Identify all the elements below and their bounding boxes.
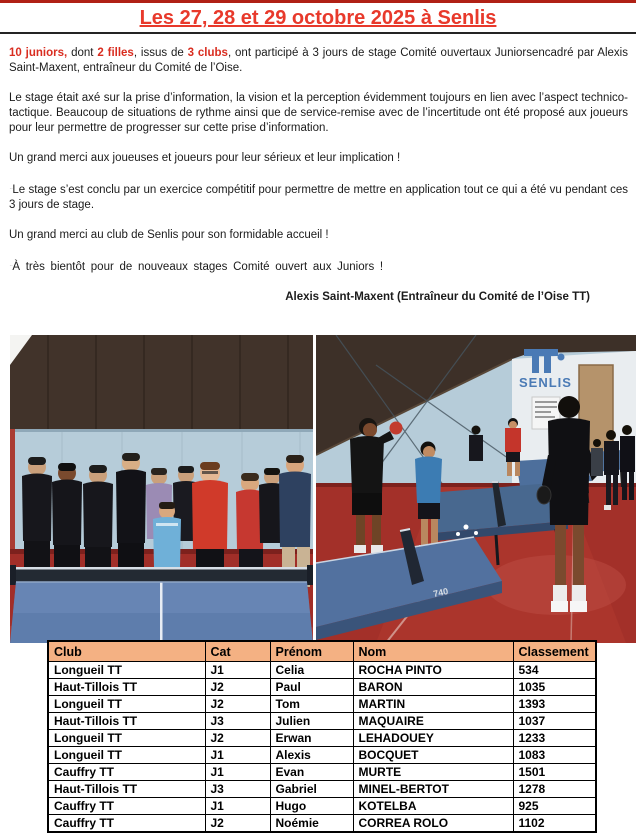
table-row bbox=[48, 781, 596, 798]
table-cell: Cauffry TT bbox=[48, 798, 205, 815]
outro-paragraph bbox=[9, 258, 628, 275]
table-cell: J1 bbox=[205, 798, 270, 815]
table-cell: Evan bbox=[270, 764, 353, 781]
table-cell: Julien bbox=[270, 713, 353, 730]
table-row bbox=[48, 662, 596, 679]
table-cell: 1083 bbox=[513, 747, 596, 764]
table-cell: MINEL-BERTOT bbox=[353, 781, 513, 798]
group-photo bbox=[10, 335, 313, 643]
table-cell: 1278 bbox=[513, 781, 596, 798]
table-row bbox=[48, 764, 596, 781]
title-block bbox=[0, 3, 636, 34]
conclusion-paragraph bbox=[9, 181, 628, 213]
emoji-placeholder: ·· bbox=[9, 261, 13, 270]
focus-paragraph: Le stage était axé sur la prise d’information, la vision et la perception évidemment toujours en lien avec l’aspect technico-tactique. Beaucoup de situations de rythme ainsi que de service-remise avec de l’incertitude ont été proposé aux joueurs pour leur permettre de progresser sur cette prise d’information. bbox=[9, 92, 628, 134]
body-text bbox=[9, 46, 628, 320]
table-cell: Longueil TT bbox=[48, 696, 205, 713]
table-cell: J1 bbox=[205, 764, 270, 781]
column-header-nom: Nom bbox=[353, 641, 513, 662]
table-row bbox=[48, 747, 596, 764]
conclusion-text: Le stage s’est conclu par un exercice compétitif pour permettre de mettre en application tout ce qui a été vu pendant ces 3 jours de stage. bbox=[9, 184, 628, 211]
outro-text: À très bientôt pour de nouveaux stages Comité ouvert aux Juniors ! bbox=[12, 261, 384, 273]
table-cell: Gabriel bbox=[270, 781, 353, 798]
table-cell: 534 bbox=[513, 662, 596, 679]
person bbox=[22, 457, 52, 581]
column-header-cat: Cat bbox=[205, 641, 270, 662]
thanks-players-paragraph: Un grand merci aux joueuses et joueurs pour leur sérieux et leur implication ! bbox=[9, 152, 401, 164]
juniors-count: 10 bbox=[9, 47, 22, 59]
intro-paragraph bbox=[9, 46, 628, 76]
intro-text: , issus de bbox=[133, 47, 188, 59]
table-body bbox=[48, 662, 596, 833]
clubs-count: 3 clubs bbox=[187, 47, 228, 59]
table-cell: Alexis bbox=[270, 747, 353, 764]
table-cell: Paul bbox=[270, 679, 353, 696]
column-header-club: Club bbox=[48, 641, 205, 662]
table-cell: Longueil TT bbox=[48, 730, 205, 747]
senlis-logo-text: SENLIS bbox=[519, 375, 572, 390]
table-row bbox=[48, 713, 596, 730]
table-cell: Noémie bbox=[270, 815, 353, 833]
table-tennis-table bbox=[10, 565, 313, 643]
table-cell: Cauffry TT bbox=[48, 815, 205, 833]
intro-text: dont bbox=[67, 47, 98, 59]
table-cell: J1 bbox=[205, 662, 270, 679]
table-cell: Longueil TT bbox=[48, 747, 205, 764]
table-row bbox=[48, 815, 596, 833]
table-cell: MARTIN bbox=[353, 696, 513, 713]
table-cell: J2 bbox=[205, 679, 270, 696]
thanks-club-paragraph: Un grand merci au club de Senlis pour son formidable accueil ! bbox=[9, 229, 329, 241]
table-cell: J2 bbox=[205, 730, 270, 747]
table-row bbox=[48, 730, 596, 747]
table-cell: KOTELBA bbox=[353, 798, 513, 815]
table-brand-text: 740 bbox=[432, 586, 450, 599]
table-cell: Cauffry TT bbox=[48, 764, 205, 781]
table-cell: 1501 bbox=[513, 764, 596, 781]
table-cell: J1 bbox=[205, 747, 270, 764]
table-cell: 1035 bbox=[513, 679, 596, 696]
column-header-pr-nom: Prénom bbox=[270, 641, 353, 662]
table-cell: LEHADOUEY bbox=[353, 730, 513, 747]
photo-row bbox=[10, 335, 636, 643]
table-cell: Haut-Tillois TT bbox=[48, 713, 205, 730]
table-cell: 1393 bbox=[513, 696, 596, 713]
column-header-classement: Classement bbox=[513, 641, 596, 662]
page-title: Les 27, 28 et 29 octobre 2025 à Senlis bbox=[139, 7, 497, 29]
table-cell: 1233 bbox=[513, 730, 596, 747]
table-cell: J2 bbox=[205, 696, 270, 713]
table-cell: MURTE bbox=[353, 764, 513, 781]
table-cell: Haut-Tillois TT bbox=[48, 679, 205, 696]
table-cell: Haut-Tillois TT bbox=[48, 781, 205, 798]
table-cell: Celia bbox=[270, 662, 353, 679]
paddle bbox=[537, 486, 551, 504]
table-cell: J3 bbox=[205, 713, 270, 730]
participants-table bbox=[47, 640, 597, 833]
intro-text: , ont participé à 3 jours de stage Comité ouvertaux Juniorsencadré par Alexis Saint-Maxent, entraîneur du Comité de l’Oise. bbox=[9, 47, 628, 74]
juniors-label: juniors, bbox=[21, 47, 68, 59]
emoji-placeholder: ·· bbox=[9, 184, 13, 193]
table-cell: Erwan bbox=[270, 730, 353, 747]
table-row bbox=[48, 679, 596, 696]
table-cell: Tom bbox=[270, 696, 353, 713]
training-hall-photo bbox=[316, 335, 636, 643]
table-cell: BARON bbox=[353, 679, 513, 696]
person bbox=[116, 453, 146, 581]
table-cell: MAQUAIRE bbox=[353, 713, 513, 730]
table-header-row bbox=[48, 641, 596, 662]
table-cell: 925 bbox=[513, 798, 596, 815]
paddle bbox=[390, 422, 403, 435]
table-cell: BOCQUET bbox=[353, 747, 513, 764]
signature: Alexis Saint-Maxent (Entraîneur du Comité de l’Oise TT) bbox=[285, 291, 590, 303]
table-cell: CORREA ROLO bbox=[353, 815, 513, 833]
table-cell: Hugo bbox=[270, 798, 353, 815]
table-cell: J2 bbox=[205, 815, 270, 833]
table-cell: 1037 bbox=[513, 713, 596, 730]
table-cell: ROCHA PINTO bbox=[353, 662, 513, 679]
filles-count: 2 filles bbox=[97, 47, 134, 59]
table-cell: 1102 bbox=[513, 815, 596, 833]
table-cell: J3 bbox=[205, 781, 270, 798]
table-row bbox=[48, 696, 596, 713]
table-row bbox=[48, 798, 596, 815]
table-cell: Longueil TT bbox=[48, 662, 205, 679]
